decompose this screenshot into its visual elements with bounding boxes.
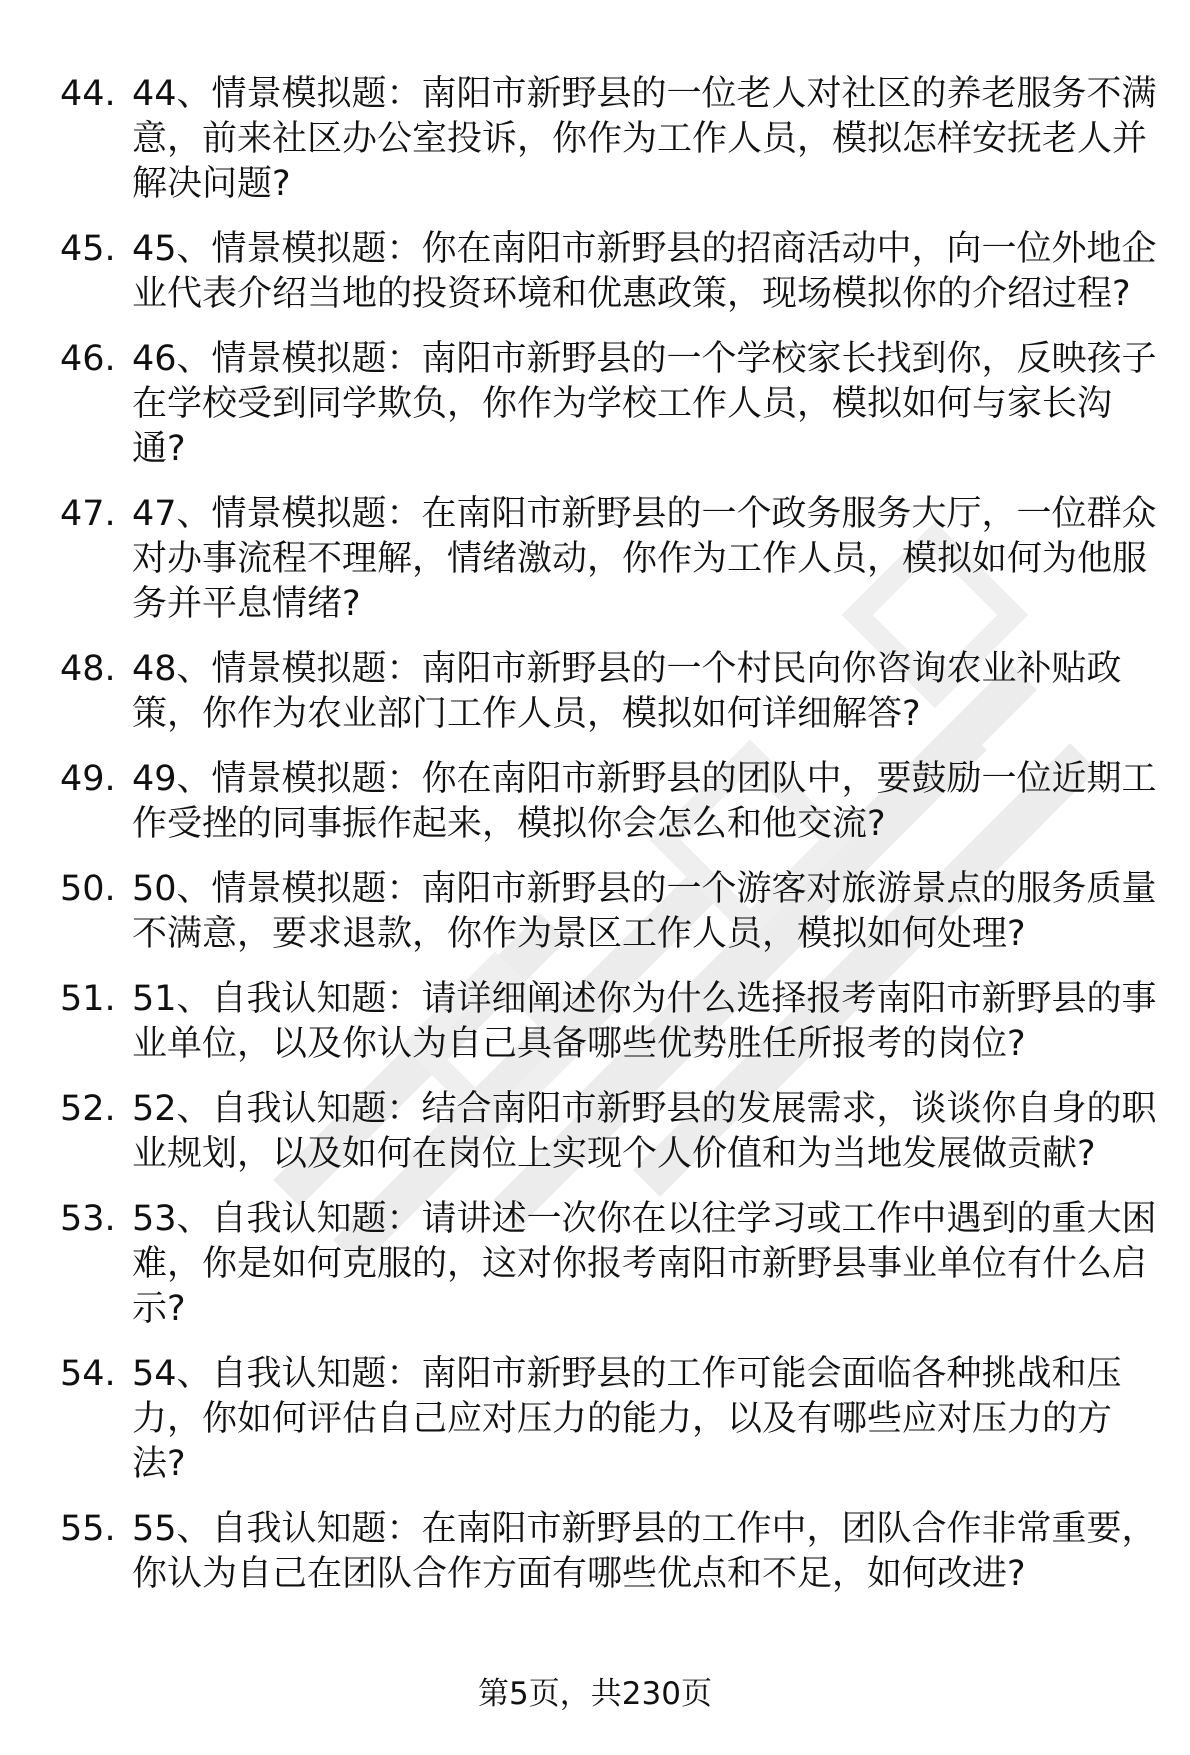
question-number: 44.	[60, 74, 116, 114]
question-number: 45.	[60, 229, 116, 269]
list-item	[60, 1197, 1160, 1332]
page-number-footer: 第5页，共230页	[478, 1676, 712, 1712]
question-number: 53.	[60, 1199, 116, 1239]
question-text: 47、情景模拟题：在南阳市新野县的一个政务服务大厅，一位群众对办事流程不理解，情绪激动，你作为工作人员，模拟如何为他服务并平息情绪?	[132, 494, 1157, 624]
list-item	[60, 977, 1160, 1067]
question-text: 45、情景模拟题：你在南阳市新野县的招商活动中，向一位外地企业代表介绍当地的投资环境和优惠政策，现场模拟你的介绍过程?	[132, 229, 1157, 314]
question-number: 51.	[60, 979, 116, 1019]
list-item	[60, 867, 1160, 957]
question-number: 49.	[60, 759, 116, 799]
list-item	[60, 337, 1160, 472]
question-text: 53、自我认知题：请讲述一次你在以往学习或工作中遇到的重大困难，你是如何克服的，这对你报考南阳市新野县事业单位有什么启示?	[132, 1199, 1157, 1329]
question-list	[60, 72, 1160, 1617]
question-number: 52.	[60, 1089, 116, 1129]
question-number: 55.	[60, 1509, 116, 1549]
question-text: 51、自我认知题：请详细阐述你为什么选择报考南阳市新野县的事业单位，以及你认为自己具备哪些优势胜任所报考的岗位?	[132, 979, 1157, 1064]
question-text: 44、情景模拟题：南阳市新野县的一位老人对社区的养老服务不满意，前来社区办公室投诉，你作为工作人员，模拟怎样安抚老人并解决问题?	[132, 74, 1157, 204]
question-text: 50、情景模拟题：南阳市新野县的一个游客对旅游景点的服务质量不满意，要求退款，你作为景区工作人员，模拟如何处理?	[132, 869, 1157, 954]
question-number: 50.	[60, 869, 116, 909]
question-number: 48.	[60, 649, 116, 689]
list-item	[60, 1352, 1160, 1487]
question-text: 49、情景模拟题：你在南阳市新野县的团队中，要鼓励一位近期工作受挫的同事振作起来，模拟你会怎么和他交流?	[132, 759, 1157, 844]
list-item	[60, 647, 1160, 737]
question-text: 46、情景模拟题：南阳市新野县的一个学校家长找到你，反映孩子在学校受到同学欺负，你作为学校工作人员，模拟如何与家长沟通?	[132, 339, 1157, 469]
question-text: 54、自我认知题：南阳市新野县的工作可能会面临各种挑战和压力，你如何评估自己应对压力的能力，以及有哪些应对压力的方法?	[132, 1354, 1122, 1484]
question-number: 46.	[60, 339, 116, 379]
list-item	[60, 1087, 1160, 1177]
list-item	[60, 1507, 1160, 1597]
question-number: 47.	[60, 494, 116, 534]
question-number: 54.	[60, 1354, 116, 1394]
list-item	[60, 757, 1160, 847]
list-item	[60, 492, 1160, 627]
list-item	[60, 72, 1160, 207]
list-item	[60, 227, 1160, 317]
question-text: 55、自我认知题：在南阳市新野县的工作中，团队合作非常重要，你认为自己在团队合作方面有哪些优点和不足，如何改进?	[132, 1509, 1157, 1594]
question-text: 52、自我认知题：结合南阳市新野县的发展需求，谈谈你自身的职业规划，以及如何在岗位上实现个人价值和为当地发展做贡献?	[132, 1089, 1157, 1174]
question-text: 48、情景模拟题：南阳市新野县的一个村民向你咨询农业补贴政策，你作为农业部门工作人员，模拟如何详细解答?	[132, 649, 1122, 734]
